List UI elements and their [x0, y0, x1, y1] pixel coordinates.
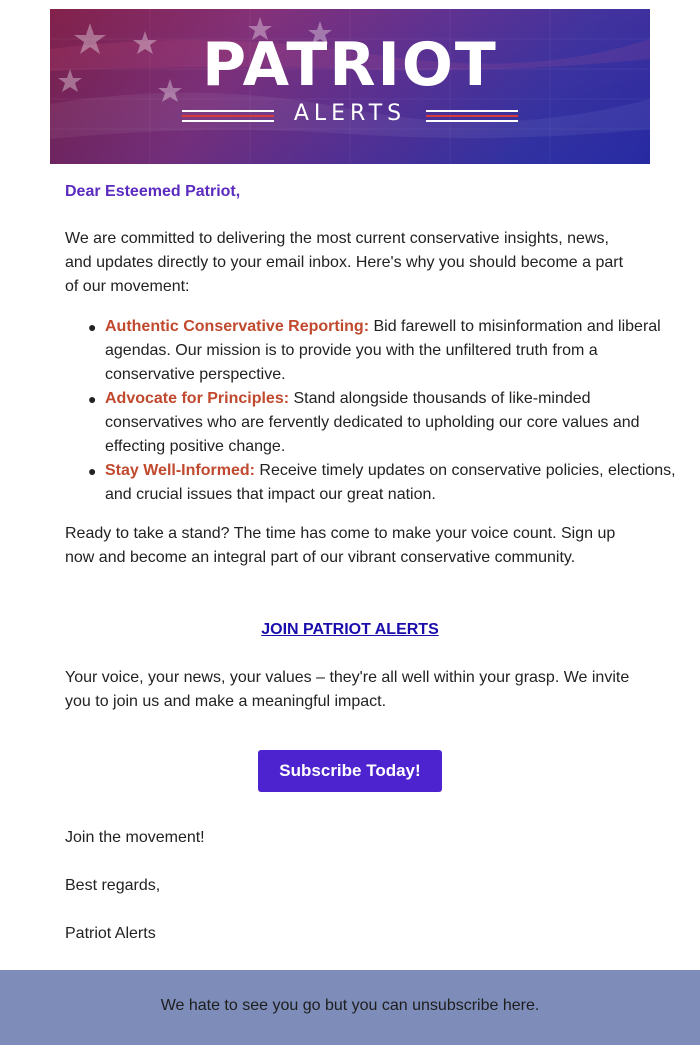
email-body — [65, 180, 676, 942]
join-movement-text: Join the movement! — [65, 829, 205, 846]
subscribe-button-container — [65, 750, 635, 792]
list-item — [88, 459, 680, 507]
bullet-icon: ● — [88, 391, 97, 407]
bullet-icon: ● — [88, 319, 97, 335]
voice-paragraph: Your voice, your news, your values – they're all well within your grasp. We invite you to join us and make a meaningful impact. — [65, 669, 630, 710]
patriot-alerts-banner — [50, 9, 650, 164]
signature: Patriot Alerts — [65, 925, 156, 942]
benefit-text: Receive timely updates on conservative policies, elections, and crucial issues that impact our great nation. — [105, 462, 676, 503]
regards-text: Best regards, — [65, 877, 161, 894]
benefit-text: Bid farewell to misinformation and liberal agendas. Our mission is to provide you with the unfiltered truth from a conservative perspective. — [105, 318, 661, 383]
unsubscribe-link[interactable]: We hate to see you go but you can unsubscribe here. — [160, 997, 540, 1014]
logo-title: PATRIOT — [202, 30, 498, 100]
benefits-list — [65, 315, 680, 507]
list-item — [88, 387, 680, 459]
benefit-heading: Stay Well-Informed: — [105, 462, 255, 479]
bullet-icon: ● — [88, 463, 97, 479]
footer — [0, 970, 700, 1045]
subscribe-button[interactable]: Subscribe Today! — [258, 750, 442, 792]
call-to-action-paragraph: Ready to take a stand? The time has come to make your voice count. Sign up now and become an integral part of our vibrant conservative community. — [65, 525, 616, 566]
join-link-container — [65, 618, 635, 642]
benefit-heading: Authentic Conservative Reporting: — [105, 318, 370, 335]
greeting: Dear Esteemed Patriot, — [65, 183, 241, 200]
intro-paragraph: We are committed to delivering the most current conservative insights, news, and updates directly to your email inbox. Here's why you should become a part of our movement: — [65, 230, 624, 295]
logo-subtitle: ALERTS — [293, 101, 407, 126]
benefit-heading: Advocate for Principles: — [105, 390, 290, 407]
list-item — [88, 315, 680, 387]
benefit-text: Stand alongside thousands of like-minded conservatives who are fervently dedicated to upholding our core values and effecting positive change. — [105, 390, 640, 455]
join-patriot-alerts-link[interactable]: JOIN PATRIOT ALERTS — [261, 621, 439, 638]
